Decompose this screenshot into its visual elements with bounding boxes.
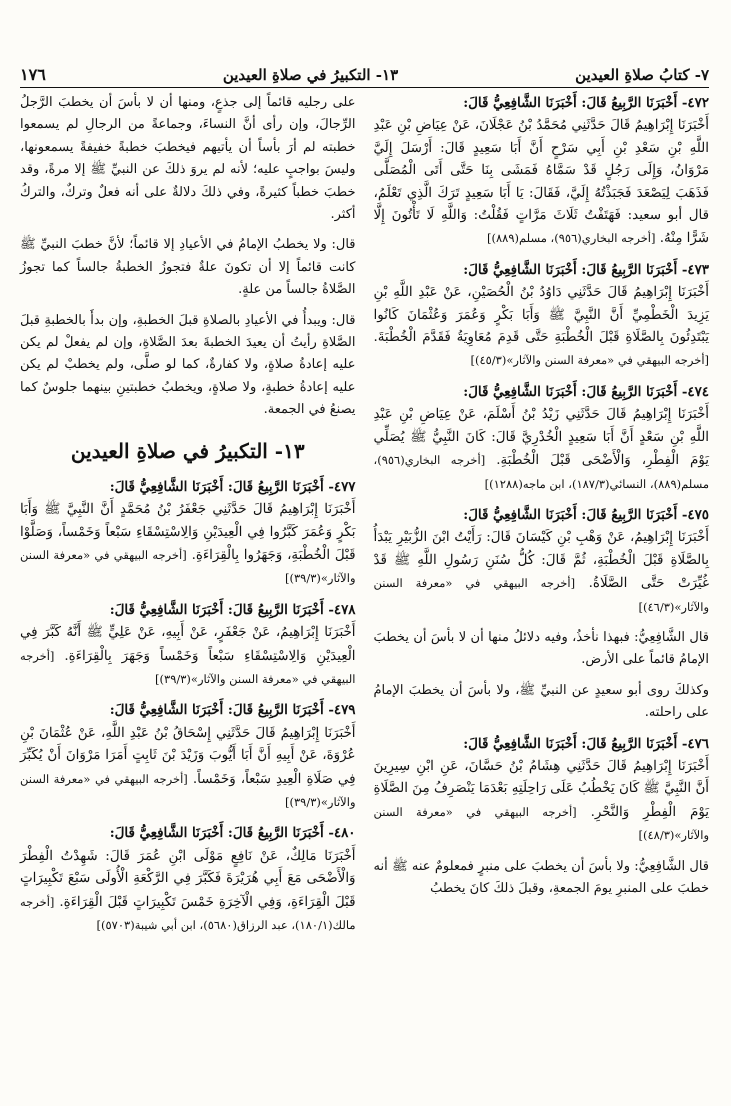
hadith-chain-header: ٤٨٠- أَخْبَرَنَا الرَّبِيعُ قَالَ: أَخْبَرَنَا الشَّافِعِيُّ قَالَ: bbox=[109, 825, 356, 842]
paragraph-text: أَخْبَرَنَا إِبْرَاهِيمُ قَالَ حَدَّثَنِي مُحَمَّدُ بْنُ عَجْلَانَ، عَنْ عِيَاضِ بْنِ عَبْدِ اللَّهِ بْنِ سَعْدِ بْنِ أَبِي سَرْحٍ أَنَّ أَبَا سَعِيدٍ قَالَ: أَرْسَلَ إِلَيَّ مَرْوَانُ، وَإِلَى رَجُلٍ قَدْ سَمَّاهُ فَمَشَى بِنَا حَتَّى أَتَى الْمُصَلَّى فَذَهَبَ لِيَصْعَدَ فَجَبَذْتُهُ إِلَيَّ، فَقَالَ: يَا أَبَا سَعِيدٍ تَرَكَ الَّذِي تَعْلَمُ، قال أبو سعيد: فَهَتَفْتُ ثَلَاثَ مَرَّاتٍ فَقُلْتُ: وَاللَّهِ لَا تَأْتُونَ إِلَّا شَرًّا مِنْهُ. bbox=[373, 118, 709, 247]
section-title: ١٣- التكبيرُ في صلاةِ العيدين bbox=[222, 66, 399, 84]
hadith-entry bbox=[20, 599, 356, 692]
hadith-entry bbox=[20, 822, 356, 937]
hadith-entry bbox=[374, 381, 710, 496]
right-column bbox=[374, 92, 710, 1096]
paragraph-text: أَخْبَرَنَا إِبْرَاهِيمُ قَالَ حَدَّثَنِي هِشَامُ بْنُ حَسَّانَ، عَنِ ابْنِ سِيرِينَ أَنَّ النَّبِيَّ ﷺ كَانَ يَخْطُبُ عَلَى رَاحِلَتِهِ بَعْدَمَا يَنْصَرِفُ مِنَ الصَّلَاةِ يَوْمَ الْفِطْرِ وَالنَّحْرِ. bbox=[373, 758, 709, 820]
source-reference: [أخرجه البخاري(٩٥٦)، مسلم(٨٨٩)] bbox=[487, 231, 656, 246]
paragraph-text: قال الشَّافِعِيُّ: فبهذا نأخذُ، وفيه دلائلُ منها أن لا بأسَ أن يخطبَ الإمامُ قائماً على الأرض. bbox=[373, 629, 709, 668]
header-rule bbox=[20, 87, 709, 88]
hadith-chain-header: ٤٧٧- أَخْبَرَنَا الرَّبِيعُ قَالَ: أَخْبَرَنَا الشَّافِعِيُّ قَالَ: bbox=[109, 478, 356, 495]
hadith-chain-header: ٤٧٤- أَخْبَرَنَا الرَّبِيعُ قَالَ: أَخْبَرَنَا الشَّافِعِيُّ قَالَ: bbox=[463, 383, 709, 400]
source-reference: [أخرجه مالك(١٨٠/١)، عبد الرزاق(٥٦٨٠)، ابن أبي شيبة(٥٧٠٣)] bbox=[20, 894, 356, 932]
paragraph-text: أَخْبَرَنَا إِبْرَاهِيمُ، عَنْ وَهْبِ بْنِ كَيْسَانَ قَالَ: رَأَيْتُ ابْنَ الزُّبَيْرِ يَبْدَأُ بِالصَّلَاةِ قَبْلَ الْخُطْبَةِ، ثُمَّ قَالَ: كُلُّ سُنَنِ رَسُولِ اللَّهِ ﷺ قَدْ غُيِّرَتْ حَتَّى الصَّلَاةُ. bbox=[373, 530, 709, 592]
paragraph-text: أَخْبَرَنَا إِبْرَاهِيمُ قَالَ حَدَّثَنِي جَعْفَرُ بْنُ مُحَمَّدٍ أَنَّ النَّبِيَّ ﷺ وَأَبَا بَكْرٍ وَعُمَرَ كَبَّرُوا فِي الْعِيدَيْنِ وَالِاسْتِسْقَاءِ سَبْعاً وَخَمْساً، وَصَلَّوْا قَبْلَ الْخُطْبَةِ، وَجَهَرُوا بِالْقِرَاءَةِ. bbox=[20, 502, 356, 563]
source-reference: [أخرجه البيهقي في «معرفة السنن والآثار»(٣٩/٣)] bbox=[20, 771, 356, 809]
hadith-entry bbox=[374, 259, 710, 373]
source-reference: [أخرجه البيهقي في «معرفة السنن والآثار»(٣٩/٣)] bbox=[20, 547, 356, 586]
paragraph-text: قال: ويبدأُ في الأعيادِ بالصلاةِ قبلَ الخطبةِ، وإن بدأَ بالخطبةِ قبلَ الصَّلاةِ رأيتُ أن يعيدَ الخطبةَ بعدَ الصَّلاةِ، وإن لم يفعلْ لم يكن عليه إعادةُ صلاةٍ، ولا كفارةٌ، كما لو صلَّى، ولم يخطبْ لم يكن عليه إعادةُ خطبةٍ، ولا صلاةٍ، ويخطبُ خطبتينِ بينهما جلوسٌ كما يصنعُ في الجمعة. bbox=[20, 312, 356, 418]
paragraph-text: أَخْبَرَنَا إِبْرَاهِيمُ قَالَ حَدَّثَنِي إِسْحَاقُ بْنُ عَبْدِ اللَّهِ، عَنْ عُثْمَانَ بْنِ عُرْوَةَ، عَنْ أَبِيهِ أَنَّ أَبَا أَيُّوبَ وَزَيْدَ بْنَ ثَابِتٍ أَمَرَا مَرْوَانَ أَنْ يُكَبِّرَ فِي صَلَاةِ الْعِيدِ سَبْعاً، وَخَمْساً. bbox=[20, 725, 356, 787]
hadith-chain-header: ٤٧٢- أَخْبَرَنَا الرَّبِيعُ قَالَ: أَخْبَرَنَا الشَّافِعِيُّ قَالَ: bbox=[463, 95, 709, 111]
page-number: ١٧٦ bbox=[20, 65, 46, 84]
source-reference: [أخرجه البيهقي في «معرفة السنن والآثار»(٤٨/٣)] bbox=[373, 804, 709, 843]
hadith-chain-header: ٤٧٦- أَخْبَرَنَا الرَّبِيعُ قَالَ: أَخْبَرَنَا الشَّافِعِيُّ قَالَ: bbox=[463, 735, 709, 752]
running-header bbox=[20, 56, 709, 84]
hadith-entry bbox=[374, 92, 710, 251]
left-column bbox=[20, 92, 356, 1096]
hadith-entry bbox=[20, 699, 356, 814]
hadith-chain-header: ٤٧٩- أَخْبَرَنَا الرَّبِيعُ قَالَ: أَخْبَرَنَا الشَّافِعِيُّ قَالَ: bbox=[109, 702, 356, 719]
text-columns bbox=[20, 92, 709, 1096]
hadith-chain-header: ٤٧٣- أَخْبَرَنَا الرَّبِيعُ قَالَ: أَخْبَرَنَا الشَّافِعِيُّ قَالَ: bbox=[463, 261, 709, 278]
hadith-chain-header: ٤٧٨- أَخْبَرَنَا الرَّبِيعُ قَالَ: أَخْبَرَنَا الشَّافِعِيُّ قَالَ: bbox=[109, 601, 356, 618]
commentary-paragraph bbox=[20, 234, 356, 301]
commentary-paragraph bbox=[374, 856, 710, 901]
commentary-paragraph bbox=[20, 310, 356, 422]
commentary-paragraph bbox=[20, 92, 356, 226]
source-reference: [أخرجه البيهقي في «معرفة السنن والآثار»(٤٥/٣)] bbox=[470, 353, 709, 368]
source-reference: [أخرجه البخاري(٩٥٦)، مسلم(٨٨٩)، النسائي(١٨٧/٣)، ابن ماجه(١٢٨٨)] bbox=[373, 453, 709, 491]
paragraph-text: أَخْبَرَنَا إِبْرَاهِيمُ قَالَ حَدَّثَنِي زَيْدُ بْنُ أَسْلَمَ، عَنْ عِيَاضِ بْنِ عَبْدِ اللَّهِ بْنِ سَعْدٍ أَنَّ أَبَا سَعِيدٍ الْخُدْرِيَّ قَالَ: كَانَ النَّبِيُّ ﷺ يُصَلِّي يَوْمَ الْفِطْرِ، وَالْأَضْحَى قَبْلَ الْخُطْبَةِ. bbox=[373, 407, 709, 469]
hadith-chain-header: ٤٧٥- أَخْبَرَنَا الرَّبِيعُ قَالَ: أَخْبَرَنَا الشَّافِعِيُّ قَالَ: bbox=[463, 506, 709, 523]
hadith-entry bbox=[374, 504, 710, 619]
section-subtitle: ١٣- التكبيرُ في صلاةِ العيدين bbox=[70, 438, 305, 463]
paragraph-text: أَخْبَرَنَا إِبْرَاهِيمُ، عَنْ جَعْفَرٍ، عَنْ أَبِيهِ، عَنْ عَلِيٍّ ﷺ أَنَّهُ كَبَّرَ فِي الْعِيدَيْنِ وَالِاسْتِسْقَاءِ سَبْعاً وَخَمْساً وَجَهَرَ بِالْقِرَاءَةِ. bbox=[20, 625, 356, 664]
source-reference: [أخرجه البيهقي في «معرفة السنن والآثار»(٤٦/٣)] bbox=[373, 576, 709, 614]
hadith-entry bbox=[374, 733, 710, 848]
paragraph-text: أَخْبَرَنَا مَالِكٌ، عَنْ نَافِعٍ مَوْلَى ابْنِ عُمَرَ قَالَ: شَهِدْتُ الْفِطْرَ وَالْأَضْحَى مَعَ أَبِي هُرَيْرَةَ فَكَبَّرَ فِي الرَّكْعَةِ الْأُولَى سَبْعَ تَكْبِيرَاتٍ قَبْلَ الْقِرَاءَةِ، وَفِي الْآخِرَةِ خَمْسَ تَكْبِيرَاتٍ قَبْلَ الْقِرَاءَةِ. bbox=[20, 848, 356, 910]
paragraph-text: على رجليه قائماً إلى جذعٍ، ومنها أن لا بأسَ أن يخطبَ الرَّجلُ الرِّجالَ، وإن رأى أنَّ النساءَ، وجماعةً من الرجالِ لم يسمعوا خطبته لم أرَ بأساً أن يأتيهم فيخطبَ خطبةً خفيفةً يسمعونها، وليسَ بواجبٍ عليه؛ لأنه لم يروَ ذلكَ عن النبيِّ ﷺ إلا مرةً، وقد خطبَ خطباً كثيرةً، وفي ذلكَ دلالةٌ على أنه فعلٌ وتركٌ، والتركُ أكثر. bbox=[20, 95, 356, 223]
paragraph-text: وكذلكَ روى أبو سعيدٍ عن النبيِّ ﷺ، ولا بأسَ أن يخطبَ الإمامُ على راحلته. bbox=[373, 682, 709, 721]
commentary-paragraph bbox=[374, 680, 710, 725]
chapter-title: ٧- كتابُ صلاةِ العيدين bbox=[575, 66, 709, 84]
commentary-paragraph bbox=[374, 627, 710, 672]
paragraph-text: قال الشَّافِعِيُّ: ولا بأسَ أن يخطبَ على منبرٍ فمعلومٌ عنه ﷺ أنه خطبَ على المنبرِ يومَ الجمعةِ، وقبلَ ذلكَ كانَ يخطبُ bbox=[373, 858, 709, 896]
hadith-entry bbox=[20, 476, 356, 591]
paragraph-text: قال: ولا يخطبُ الإمامُ في الأعيادِ إلا قائماً؛ لأنَّ خطبَ النبيِّ ﷺ كانت قائماً إلا أن تكونَ علةٌ فتجوزُ الخطبةُ جالساً كما تجوزُ الصَّلاةُ جالساً من علةٍ. bbox=[20, 237, 356, 298]
source-reference: [أخرجه البيهقي في «معرفة السنن والآثار»(٣٩/٣)] bbox=[20, 648, 356, 686]
paragraph-text: أَخْبَرَنَا إِبْرَاهِيمُ قَالَ حَدَّثَنِي دَاوُدُ بْنُ الْحُصَيْنِ، عَنْ عَبْدِ اللَّهِ بْنِ يَزِيدَ الْخَطْمِيِّ أَنَّ النَّبِيَّ ﷺ وَأَبَا بَكْرٍ وَعُمَرَ وَعُثْمَانَ كَانُوا يَبْتَدِئُونَ بِالصَّلَاةِ قَبْلَ الْخُطْبَةِ حَتَّى قَدِمَ مُعَاوِيَةُ فَقَدَّمَ الْخُطْبَةَ. bbox=[373, 285, 709, 346]
